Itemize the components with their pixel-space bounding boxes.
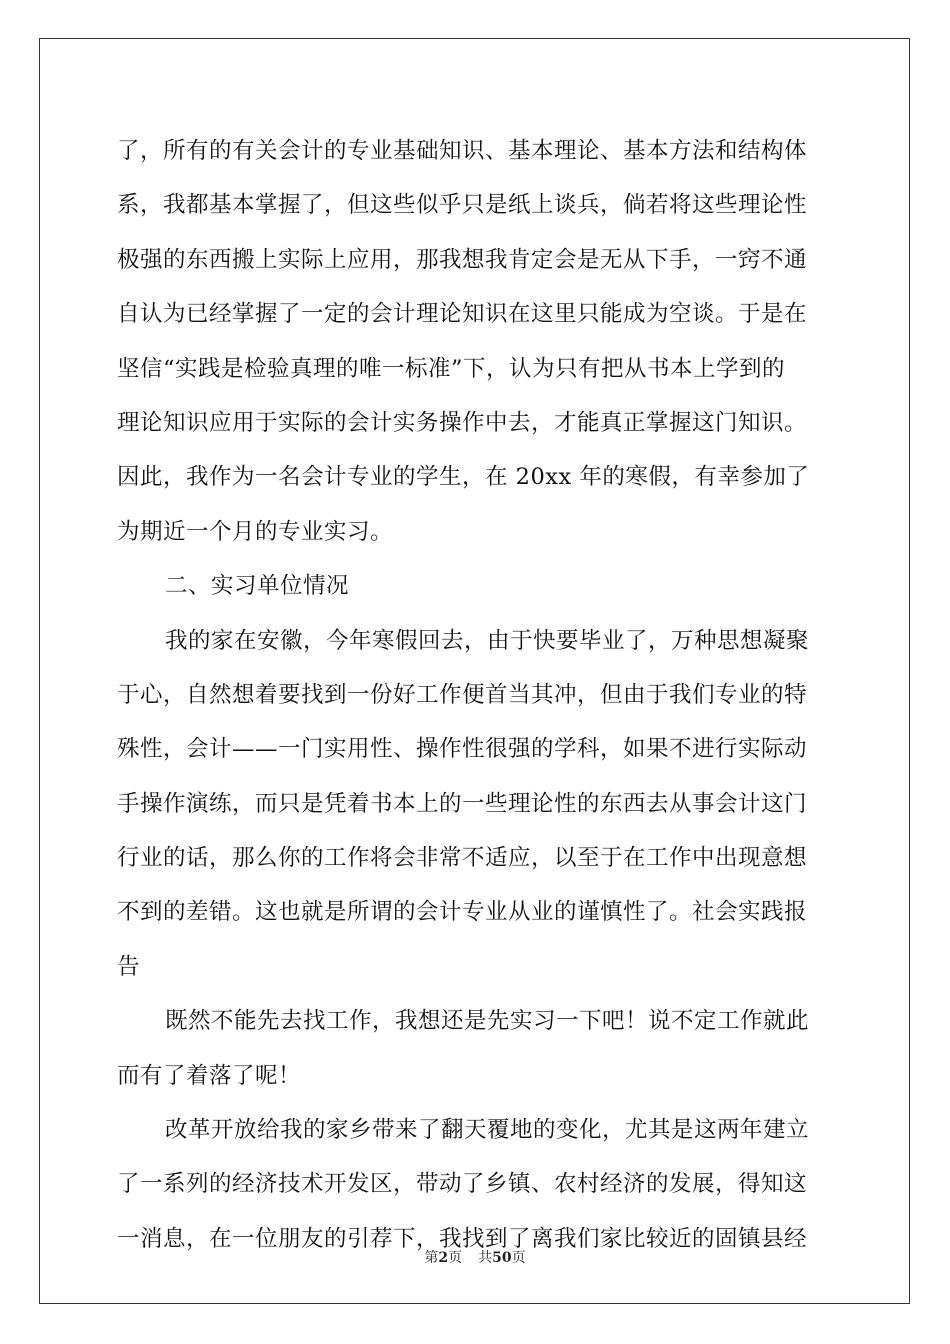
- text-line: 了，所有的有关会计的专业基础知识、基本理论、基本方法和结构体: [117, 138, 808, 164]
- text-line: 不到的差错。这也就是所谓的会计专业从业的谨慎性了。社会实践报: [117, 899, 808, 926]
- text-line: 改革开放给我的家乡带来了翻天覆地的变化，尤其是这两年建立: [165, 1117, 810, 1144]
- page-footer: [0, 1248, 950, 1268]
- text-line: 极强的东西搬上实际上应用，那我想我肯定会是无从下手，一窍不通: [117, 246, 808, 273]
- text-line: 行业的话，那么你的工作将会非常不适应，以至于在工作中出现意想: [117, 845, 808, 872]
- text-line: 而有了着落了呢！: [117, 1062, 302, 1089]
- text-line: 理论知识应用于实际的会计实务操作中去，才能真正掌握这门知识。: [117, 409, 808, 436]
- total-pages: 50: [492, 1250, 512, 1266]
- text-line: 于心，自然想着要找到一份好工作便首当其冲，但由于我们专业的特: [117, 681, 808, 708]
- text-line: 坚信“实践是检验真理的唯一标准”下，认为只有把从书本上学到的: [117, 355, 786, 382]
- text-line: 既然不能先去找工作，我想还是先实习一下吧！说不定工作就此: [165, 1008, 810, 1035]
- total-suffix: 页: [511, 1250, 526, 1266]
- text-line: 我的家在安徽，今年寒假回去，由于快要毕业了，万种思想凝聚: [165, 627, 810, 654]
- page-number: 2: [438, 1250, 449, 1266]
- text-line: 二、实习单位情况: [165, 573, 350, 600]
- document-body: [117, 124, 837, 1266]
- text-line: 告: [117, 953, 141, 980]
- text-line: 殊性，会计——一门实用性、操作性很强的学科，如果不进行实际动: [117, 736, 808, 763]
- total-prefix: 共: [478, 1250, 493, 1266]
- text-line: 为期近一个月的专业实习。: [117, 518, 394, 545]
- text-line: 手操作演练，而只是凭着书本上的一些理论性的东西去从事会计这门: [117, 790, 808, 817]
- page-suffix: 页: [448, 1250, 463, 1266]
- text-line: 了一系列的经济技术开发区，带动了乡镇、农村经济的发展，得知这: [117, 1171, 808, 1198]
- page-prefix: 第: [424, 1250, 439, 1266]
- text-line: 自认为已经掌握了一定的会计理论知识在这里只能成为空谈。于是在: [117, 301, 808, 328]
- text-line: 系，我都基本掌握了，但这些似乎只是纸上谈兵，倘若将这些理论性: [117, 192, 808, 219]
- text-line: 一消息，在一位朋友的引荐下，我找到了离我们家比较近的固镇县经: [117, 1225, 808, 1252]
- text-line: 因此，我作为一名会计专业的学生，在 20xx 年的寒假，有幸参加了: [117, 464, 810, 491]
